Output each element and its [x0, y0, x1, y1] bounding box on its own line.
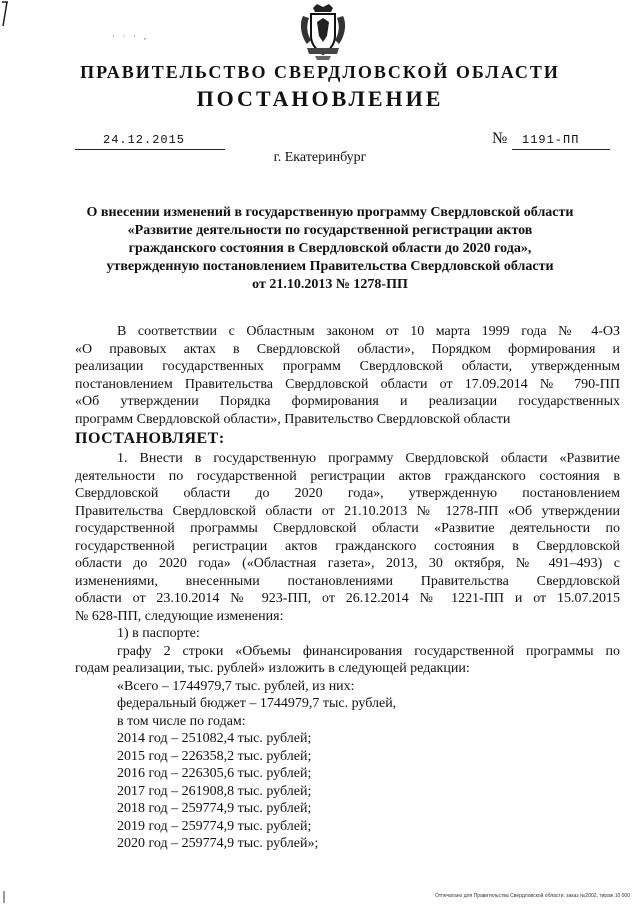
preamble-line: программ Свердловской области», Правительство Свердловской области: [75, 411, 511, 427]
finance-line: 2018 год – 259774,9 тыс. рублей;: [117, 801, 312, 816]
print-footer: Отпечатано для Правительства Свердловской области. заказ №2002, тираж 10 000: [434, 893, 630, 899]
number-value: 1191-ПП: [522, 133, 580, 147]
corner-mark: [0, 0, 10, 30]
item-1: [75, 450, 620, 853]
item-line: Свердловской области до 2020 года», утвержденную постановлением: [75, 486, 620, 501]
number-field: [512, 135, 610, 150]
resolves-heading: ПОСТАНОВЛЯЕТ:: [75, 430, 225, 447]
document-type: ПОСТАНОВЛЕНИЕ: [196, 86, 444, 111]
item-line: области от 23.10.2014 № 923-ПП, от 26.12.2014 № 1221-ПП и от 15.07.2015: [75, 591, 620, 606]
preamble-line: постановлением Правительства Свердловской области от 17.09.2014 № 790-ПП: [75, 376, 620, 392]
city: г. Екатеринбург: [273, 150, 367, 165]
finance-line: 2014 год – 251082,4 тыс. рублей;: [117, 731, 312, 746]
finance-line: 2020 год – 259774,9 тыс. рублей»;: [117, 836, 319, 851]
item-line: 1. Внести в государственную программу Свердловской области «Развитие: [117, 451, 620, 466]
date-value: 24.12.2015: [103, 133, 186, 147]
finance-line: 2019 год – 259774,9 тыс. рублей;: [117, 818, 312, 834]
coat-of-arms-icon: [297, 2, 349, 62]
preamble-line: «О правовых актах в Свердловской области», Порядком формирования и: [75, 341, 620, 357]
scan-edge-mark: [2, 890, 8, 904]
preamble-line: реализации государственных программ Свердловской области, утвержденным: [75, 359, 620, 374]
finance-line: в том числе по годам:: [117, 713, 246, 729]
title-line: О внесении изменений в государственную программу Свердловской области: [86, 205, 574, 220]
item-line: изменениями, внесенными постановлениями Правительства Свердловской: [75, 573, 620, 589]
finance-line: 2015 год – 226358,2 тыс. рублей;: [117, 748, 312, 764]
sub-item-line: годам реализации, тыс. рублей» изложить в следующей редакции:: [75, 661, 470, 676]
government-name: ПРАВИТЕЛЬСТВО СВЕРДЛОВСКОЙ ОБЛАСТИ: [80, 62, 560, 82]
number-sign: №: [492, 130, 508, 147]
item-line: № 628-ПП, следующие изменения:: [75, 608, 284, 624]
title-line: утвержденную постановлением Правительства Свердловской области: [106, 259, 554, 274]
item-line: Правительства Свердловской области от 21.10.2013 № 1278-ПП «Об утверждении: [75, 503, 620, 519]
finance-line: 2017 год – 261908,8 тыс. рублей;: [117, 783, 312, 799]
preamble-line: «Об утверждении Порядка формирования и реализации государственных: [75, 394, 620, 409]
preamble-line: В соответствии с Областным законом от 10 марта 1999 года № 4-ОЗ: [117, 324, 620, 339]
finance-line: «Всего – 1744979,7 тыс. рублей, из них:: [117, 678, 355, 694]
title-line: гражданского состояния в Свердловской области до 2020 года»,: [128, 241, 532, 256]
item-line: государственной программы Свердловской области «Развитие деятельности по: [75, 521, 620, 536]
finance-line: федеральный бюджет – 1744979,7 тыс. рублей,: [117, 696, 397, 711]
finance-line: 2016 год – 226305,6 тыс. рублей;: [117, 766, 312, 781]
item-line: области до 2020 года» («Областная газета», 2013, 30 октября, № 491–493) с: [75, 556, 620, 571]
title-line: «Развитие деятельности по государственной регистрации актов: [127, 223, 533, 238]
title-line: от 21.10.2013 № 1278-ПП: [252, 277, 408, 292]
document-title: [60, 204, 600, 294]
scan-dots: · · · ,: [112, 32, 149, 41]
sub-item-label: 1) в паспорте:: [117, 626, 200, 641]
item-line: государственной регистрации актов гражданского состояния в Свердловской: [75, 538, 620, 554]
sub-item-line: графу 2 строки «Объемы финансирования государственной программы по: [117, 643, 620, 659]
date-field: [75, 135, 225, 150]
item-line: деятельности по государственной регистрации актов гражданского состояния в: [75, 468, 620, 484]
preamble: [75, 323, 620, 428]
